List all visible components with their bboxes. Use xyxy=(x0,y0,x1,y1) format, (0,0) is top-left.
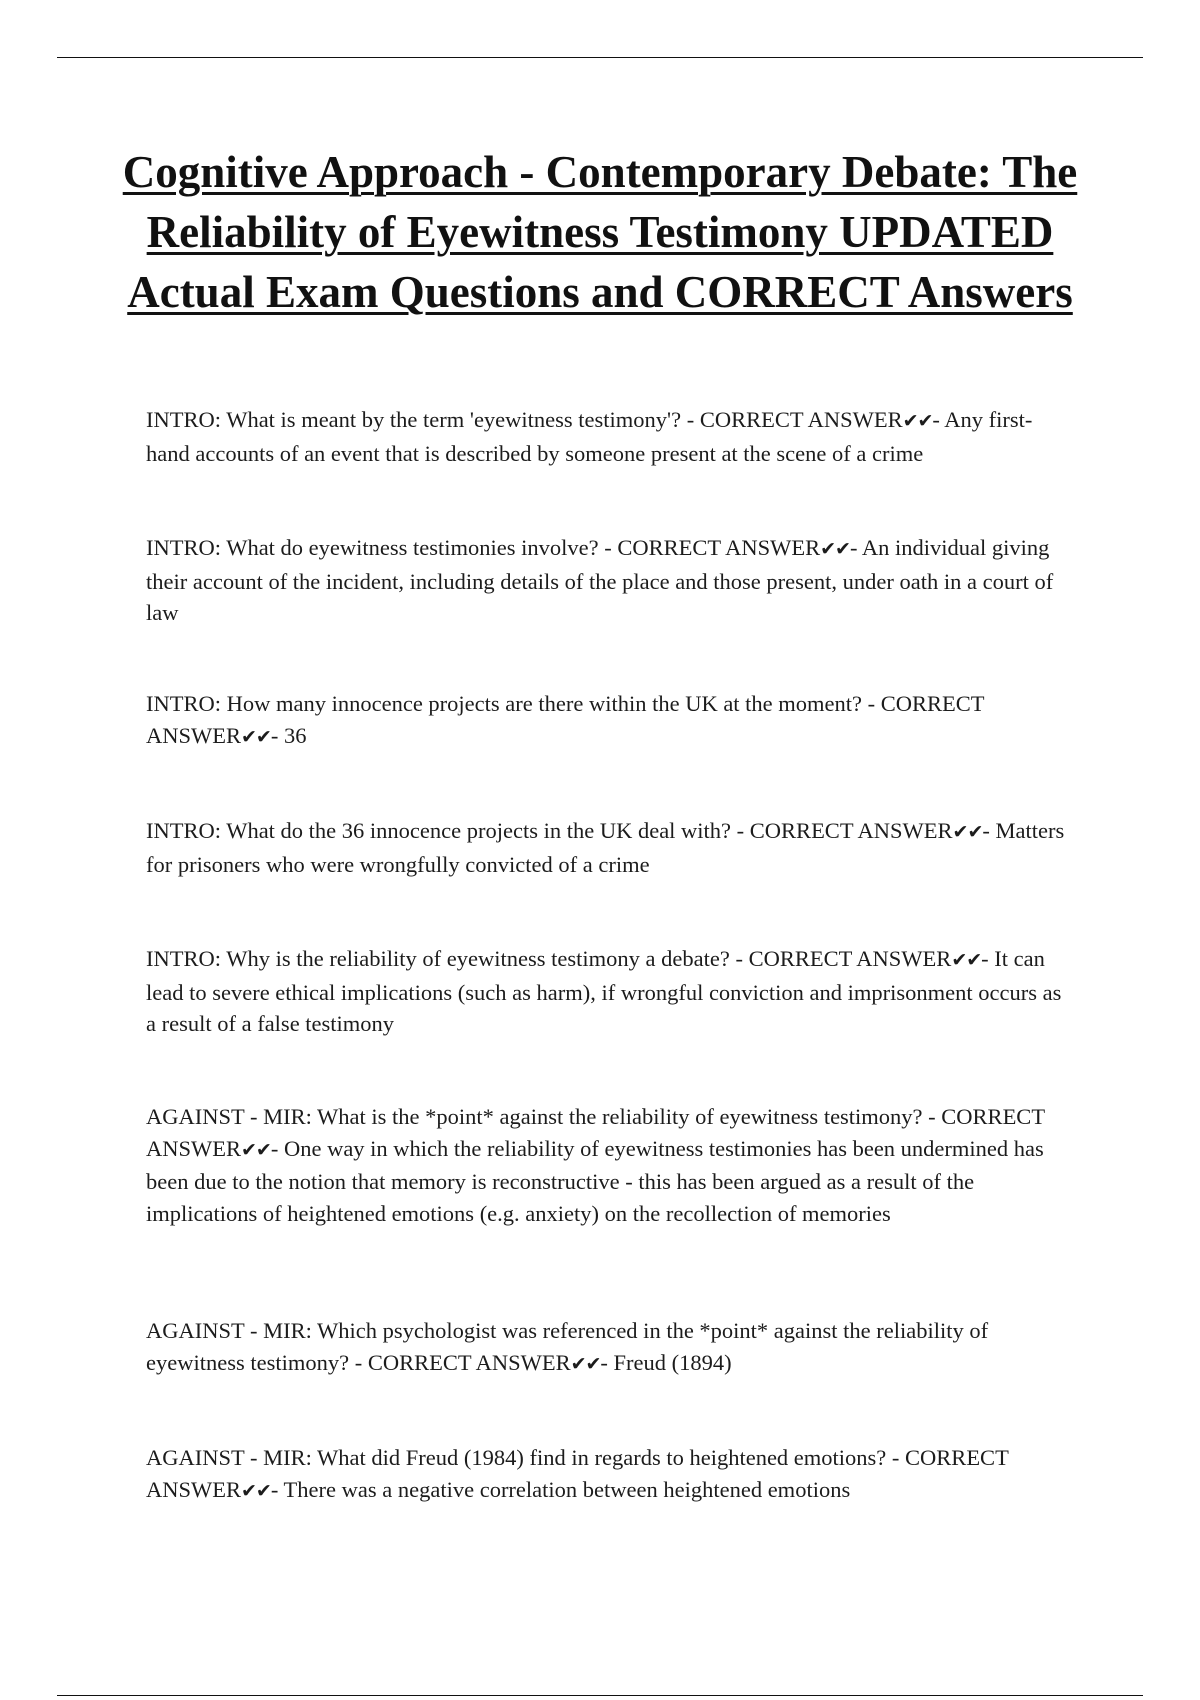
answer-label: CORRECT ANSWER xyxy=(146,1104,1045,1161)
checkmark-icon: ✔✔ xyxy=(952,821,983,843)
header-rule xyxy=(57,57,1143,58)
qa-item xyxy=(146,532,1066,629)
checkmark-icon: ✔✔ xyxy=(241,725,271,748)
footer-rule xyxy=(57,1695,1143,1696)
question-text: AGAINST - MIR: What did Freud (1984) find in regards to heightened emotions? - xyxy=(146,1445,906,1470)
question-text: INTRO: Why is the reliability of eyewitness testimony a debate? - xyxy=(146,946,749,971)
checkmark-icon: ✔✔ xyxy=(570,1352,601,1375)
checkmark-icon: ✔✔ xyxy=(241,1479,271,1502)
answer-label: CORRECT ANSWER xyxy=(146,691,985,748)
qa-item xyxy=(146,404,1066,469)
answer-label: CORRECT ANSWER xyxy=(749,818,953,843)
question-text: INTRO: What do the 36 innocence projects in the UK deal with? - xyxy=(146,818,750,843)
answer-label: CORRECT ANSWER xyxy=(367,1349,571,1375)
question-text: INTRO: What is meant by the term 'eyewitness testimony'? - xyxy=(146,407,700,432)
question-text: INTRO: How many innocence projects are there within the UK at the moment? - xyxy=(146,691,881,716)
answer-text: - Matters for prisoners who were wrongfully convicted of a crime xyxy=(146,818,1065,877)
qa-item xyxy=(146,1101,1066,1229)
qa-item xyxy=(146,815,1066,880)
answer-text: - It can lead to severe ethical implications (such as harm), if wrongful conviction and imprisonment occurs as a result of a false testimony xyxy=(146,946,1062,1036)
answer-text: - Any first-hand accounts of an event that is described by someone present at the scene of a crime xyxy=(146,407,1033,466)
document-title: Cognitive Approach - Contemporary Debate: The Reliability of Eyewitness Testimony UPDATED Actual Exam Questions and CORRECT Answers xyxy=(122,147,1078,317)
answer-text: - Freud (1894) xyxy=(600,1349,732,1375)
qa-item xyxy=(146,688,1066,753)
qa-item xyxy=(146,943,1066,1040)
qa-item xyxy=(146,1442,1066,1507)
answer-label: CORRECT ANSWER xyxy=(617,535,821,560)
answer-text: - There was a negative correlation between heightened emotions xyxy=(270,1476,851,1502)
question-text: INTRO: What do eyewitness testimonies involve? - xyxy=(146,535,618,560)
answer-label: CORRECT ANSWER xyxy=(699,407,903,432)
answer-text: - An individual giving their account of the incident, including details of the place and those present, under oath in a court of law xyxy=(146,535,1054,625)
checkmark-icon: ✔✔ xyxy=(902,410,933,432)
answer-label: CORRECT ANSWER xyxy=(748,946,952,971)
answer-text: - 36 xyxy=(270,722,307,748)
checkmark-icon: ✔✔ xyxy=(951,949,982,971)
checkmark-icon: ✔✔ xyxy=(820,538,850,560)
question-text: AGAINST - MIR: Which psychologist was referenced in the *point* against the reliability of eyewitness testimony? - xyxy=(146,1318,989,1375)
answer-label: CORRECT ANSWER xyxy=(146,1445,1009,1502)
answer-text: - One way in which the reliability of eyewitness testimonies has been undermined has been due to the notion that memory is reconstructive - this has been argued as a result of the implications of heightened emotions (e.g. anxiety) on the recollection of memories xyxy=(146,1135,1044,1226)
question-text: AGAINST - MIR: What is the *point* against the reliability of eyewitness testimony? - xyxy=(146,1104,942,1129)
checkmark-icon: ✔✔ xyxy=(241,1138,271,1161)
title-block xyxy=(120,142,1080,322)
qa-item xyxy=(146,1315,1066,1380)
